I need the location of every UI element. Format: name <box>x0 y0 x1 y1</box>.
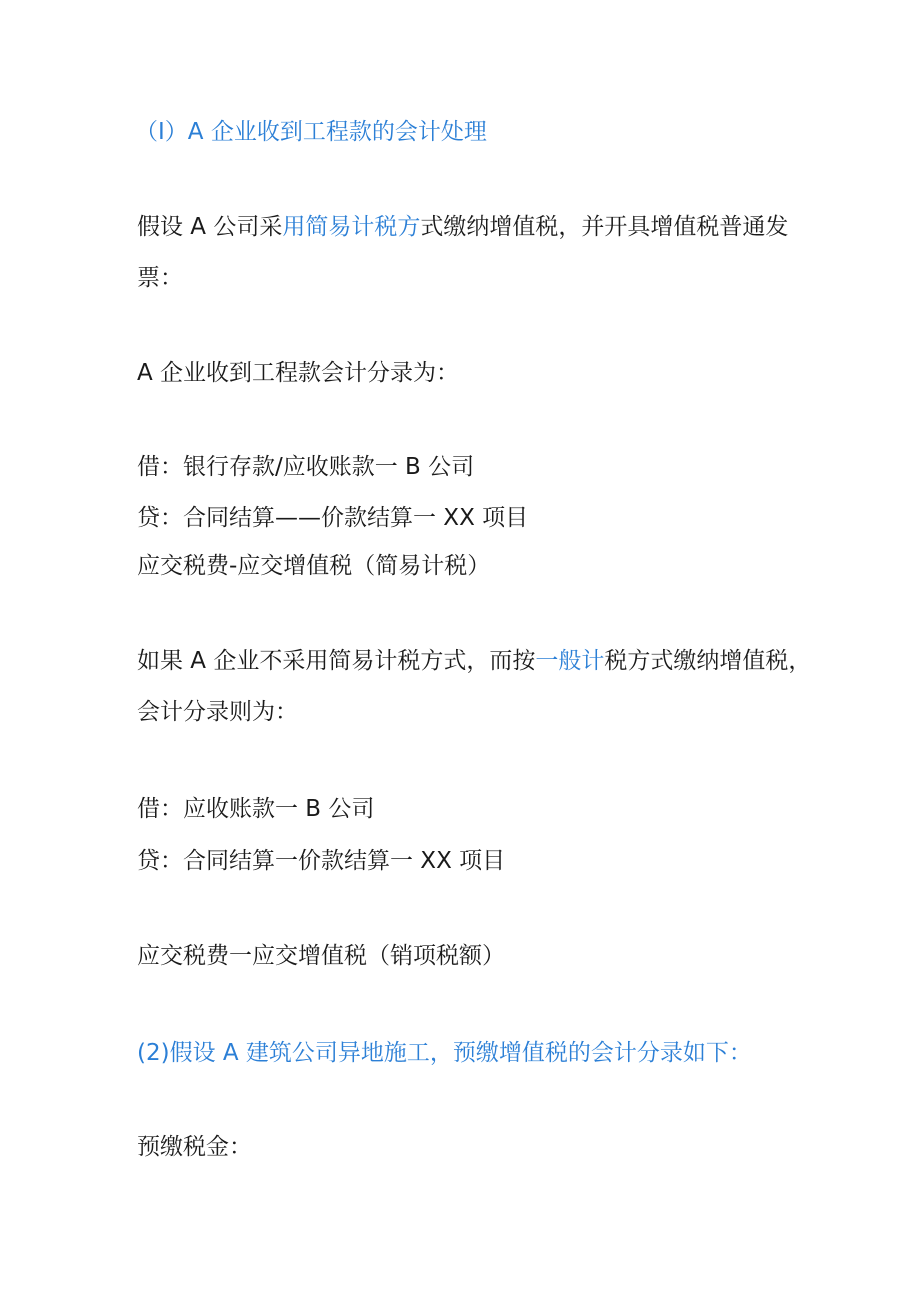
entry-2-debit: 借：应收账款一 B 公司 <box>137 796 375 822</box>
paragraph-2: A 企业收到工程款会计分录为： <box>137 360 460 386</box>
section-heading-1: （I）A 企业收到工程款的会计处理 <box>135 119 487 145</box>
entry-1-credit: 贷：合同结算——价款结算一 XX 项目 <box>137 505 529 531</box>
section-heading-2: (2)假设 A 建筑公司异地施工，预缴增值税的会计分录如下： <box>137 1040 752 1066</box>
paragraph-3-text-a: 如果 A 企业不采用简易计税方式，而按 <box>137 648 536 674</box>
paragraph-3-line-2: 会计分录则为： <box>137 699 298 725</box>
paragraph-1-text-a: 假设 A 公司采 <box>137 214 283 240</box>
paragraph-1-text-c: 式缴纳增值税，并开具增值税普通发 <box>420 214 789 240</box>
entry-1-tax: 应交税费-应交增值税（简易计税） <box>137 553 491 579</box>
entry-2-tax: 应交税费一应交增值税（销项税额） <box>137 943 505 969</box>
paragraph-1-line-1 <box>137 211 788 243</box>
paragraph-3-link-text: 一般计 <box>535 648 605 674</box>
paragraph-3-text-c: 税方式缴纳增值税， <box>604 648 812 674</box>
paragraph-3-line-1 <box>137 645 811 677</box>
paragraph-4: 预缴税金： <box>137 1134 252 1160</box>
paragraph-1-link-text: 用简易计税方 <box>282 214 421 240</box>
entry-2-credit: 贷：合同结算一价款结算一 XX 项目 <box>137 848 506 874</box>
paragraph-1-line-2: 票： <box>137 265 183 291</box>
entry-1-debit: 借：银行存款/应收账款一 B 公司 <box>137 454 475 480</box>
